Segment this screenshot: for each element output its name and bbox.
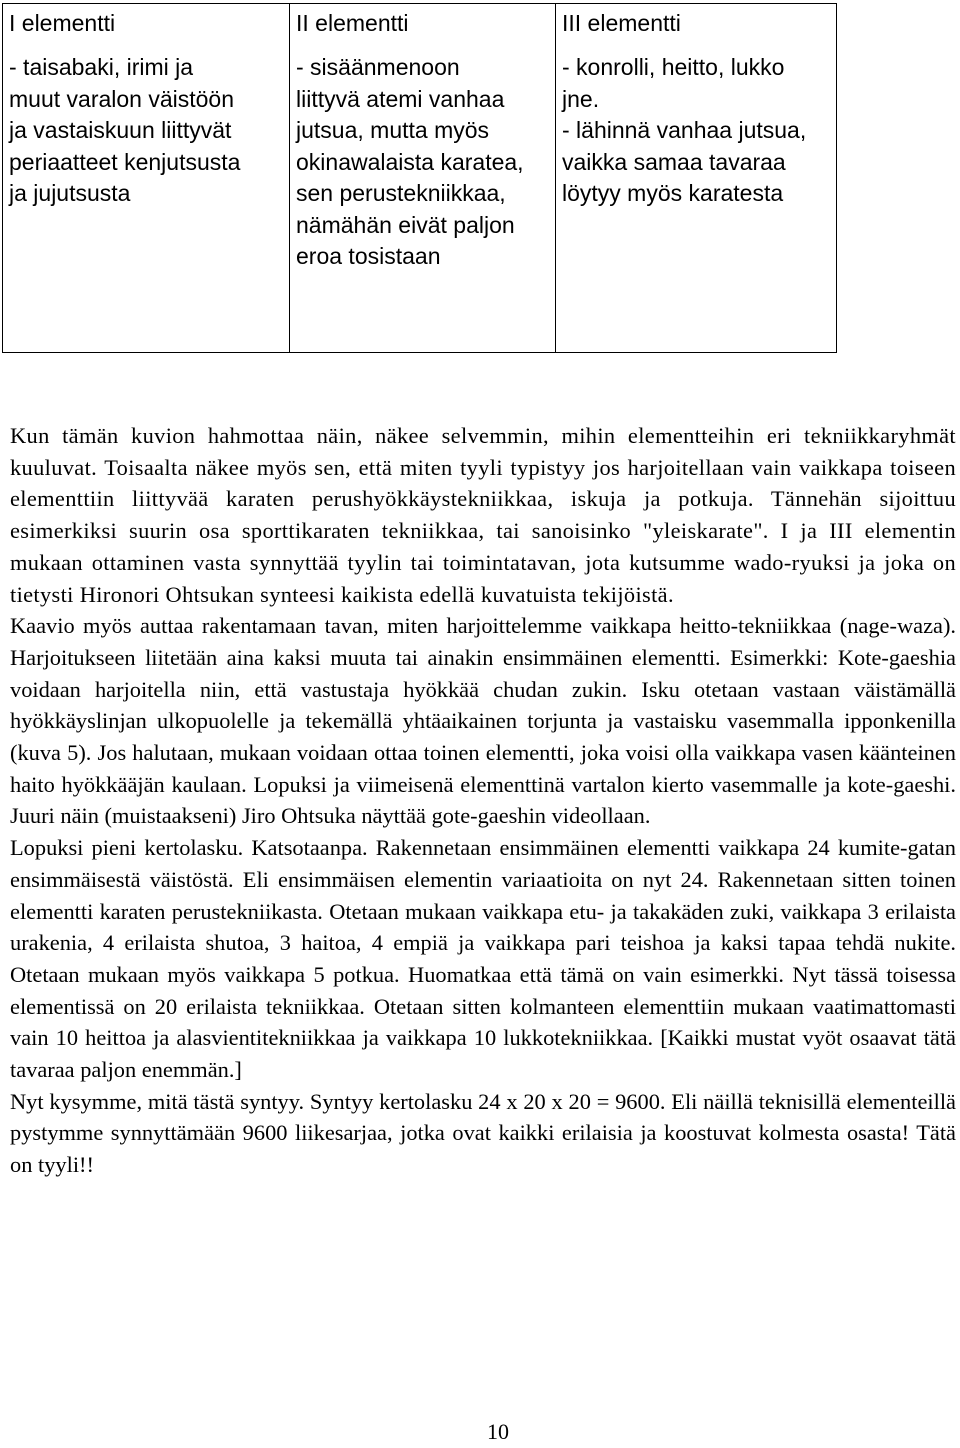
element-column-3 bbox=[556, 4, 837, 353]
paragraph-4: Nyt kysymme, mitä tästä syntyy. Syntyy kertolasku 24 x 20 x 20 = 9600. Eli näillä teknisillä elementeillä pystymme synnyttämään 9600 liikesarjaa, jotka ovat kaikki erilaisia ja koostuvat kolmesta osasta! Tätä on tyyli!! bbox=[10, 1088, 956, 1178]
paragraph-2: Kaavio myös auttaa rakentamaan tavan, miten harjoittelemme vaikkapa heitto-tekniikkaa (nage-waza). Harjoitukseen liitetään aina kaksi muuta tai ainakin ensimmäinen elementti. Esimerkki: Kote-gaeshia voidaan harjoitella niin, että vastustaja hyökkää chudan zukin. Isku otetaan vastaan väistämällä hyökkäyslinjan ulkopuolelle ja tekemällä yhtäaikainen torjunta ja vastaisku vasemmalla ipponkenilla (kuva 5). Jos halutaan, mukaan voidaan ottaa toinen elementti, joka voisi olla vaikkapa vasen käänteinen haito hyökkääjän kaulaan. Lopuksi ja viimeisenä elementtinä vartalon kierto vasemmalle ja kote-gaeshi. Juuri näin (muistaakseni) Jiro Ohtsuka näyttää gote-gaeshin videollaan. bbox=[10, 613, 956, 829]
element-column-2 bbox=[290, 4, 556, 353]
element-3-description: - konrolli, heitto, lukko jne. - lähinnä vanhaa jutsua, vaikka samaa tavaraa löytyy myös karatesta bbox=[562, 54, 807, 206]
page-number: 10 bbox=[487, 1419, 509, 1444]
elements-table-row bbox=[3, 4, 837, 353]
element-column-1 bbox=[3, 4, 290, 353]
element-2-title: II elementti bbox=[296, 10, 409, 36]
paragraph-1: Kun tämän kuvion hahmottaa näin, näkee selvemmin, mihin elementteihin eri tekniikkaryhmät kuuluvat. Toisaalta näkee myös sen, että miten tyyli typistyy jos harjoitellaan vain vaikkapa toiseen elementtiin liittyvää karaten perushyökkäystekniikkaa, iskuja ja potkuja. Tännehän sijoittuu esimerkiksi suurin osa sporttikaraten tekniikkaa, tai sanoisinko "yleiskarate". I ja III elementin mukaan ottaminen vasta synnyttää tyylin tai toimintatavan, jota kutsumme wado-ryuksi ja joka on tietysti Hironori Ohtsukan synteesi kaikista edellä kuvatuista tekijöistä. bbox=[10, 423, 956, 607]
element-2-description: - sisäänmenoon liittyvä atemi vanhaa jutsua, mutta myös okinawalaista karatea, sen perustekniikkaa, nämähän eivät paljon eroa tosistaan bbox=[296, 54, 524, 269]
element-1-description: - taisabaki, irimi ja muut varalon väistöön ja vastaiskuun liittyvät periaatteet kenjutsusta ja jujutsusta bbox=[9, 54, 241, 206]
body-text bbox=[10, 420, 956, 1181]
elements-table bbox=[2, 3, 837, 353]
element-3-title: III elementti bbox=[562, 10, 681, 36]
paragraph-3: Lopuksi pieni kertolasku. Katsotaanpa. Rakennetaan ensimmäinen elementti vaikkapa 24 kumite-gatan ensimmäisestä väistöstä. Eli ensimmäisen elementin variaatioita on nyt 24. Rakennetaan sitten toinen elementti karaten perustekniikasta. Otetaan mukaan vaikkapa etu- ja takakäden zuki, vaikkapa 3 erilaista urakenia, 4 erilaista shutoa, 3 haitoa, 4 empiä ja vaikkapa pari teishoa ja kaksi tapaa tehdä nukite. Otetaan mukaan myös vaikkapa 5 potkua. Huomatkaa että tämä on vain esimerkki. Nyt tässä toisessa elementissä on 20 erilaista tekniikkaa. Otetaan sitten kolmanteen elementtiin mukaan vaatimattomasti vain 10 heittoa ja alasvientitekniikkaa ja vaikkapa 10 lukkotekniikkaa. [Kaikki mustat vyöt osaavat tätä tavaraa paljon enemmän.] bbox=[10, 835, 956, 1083]
element-1-title: I elementti bbox=[9, 10, 116, 36]
